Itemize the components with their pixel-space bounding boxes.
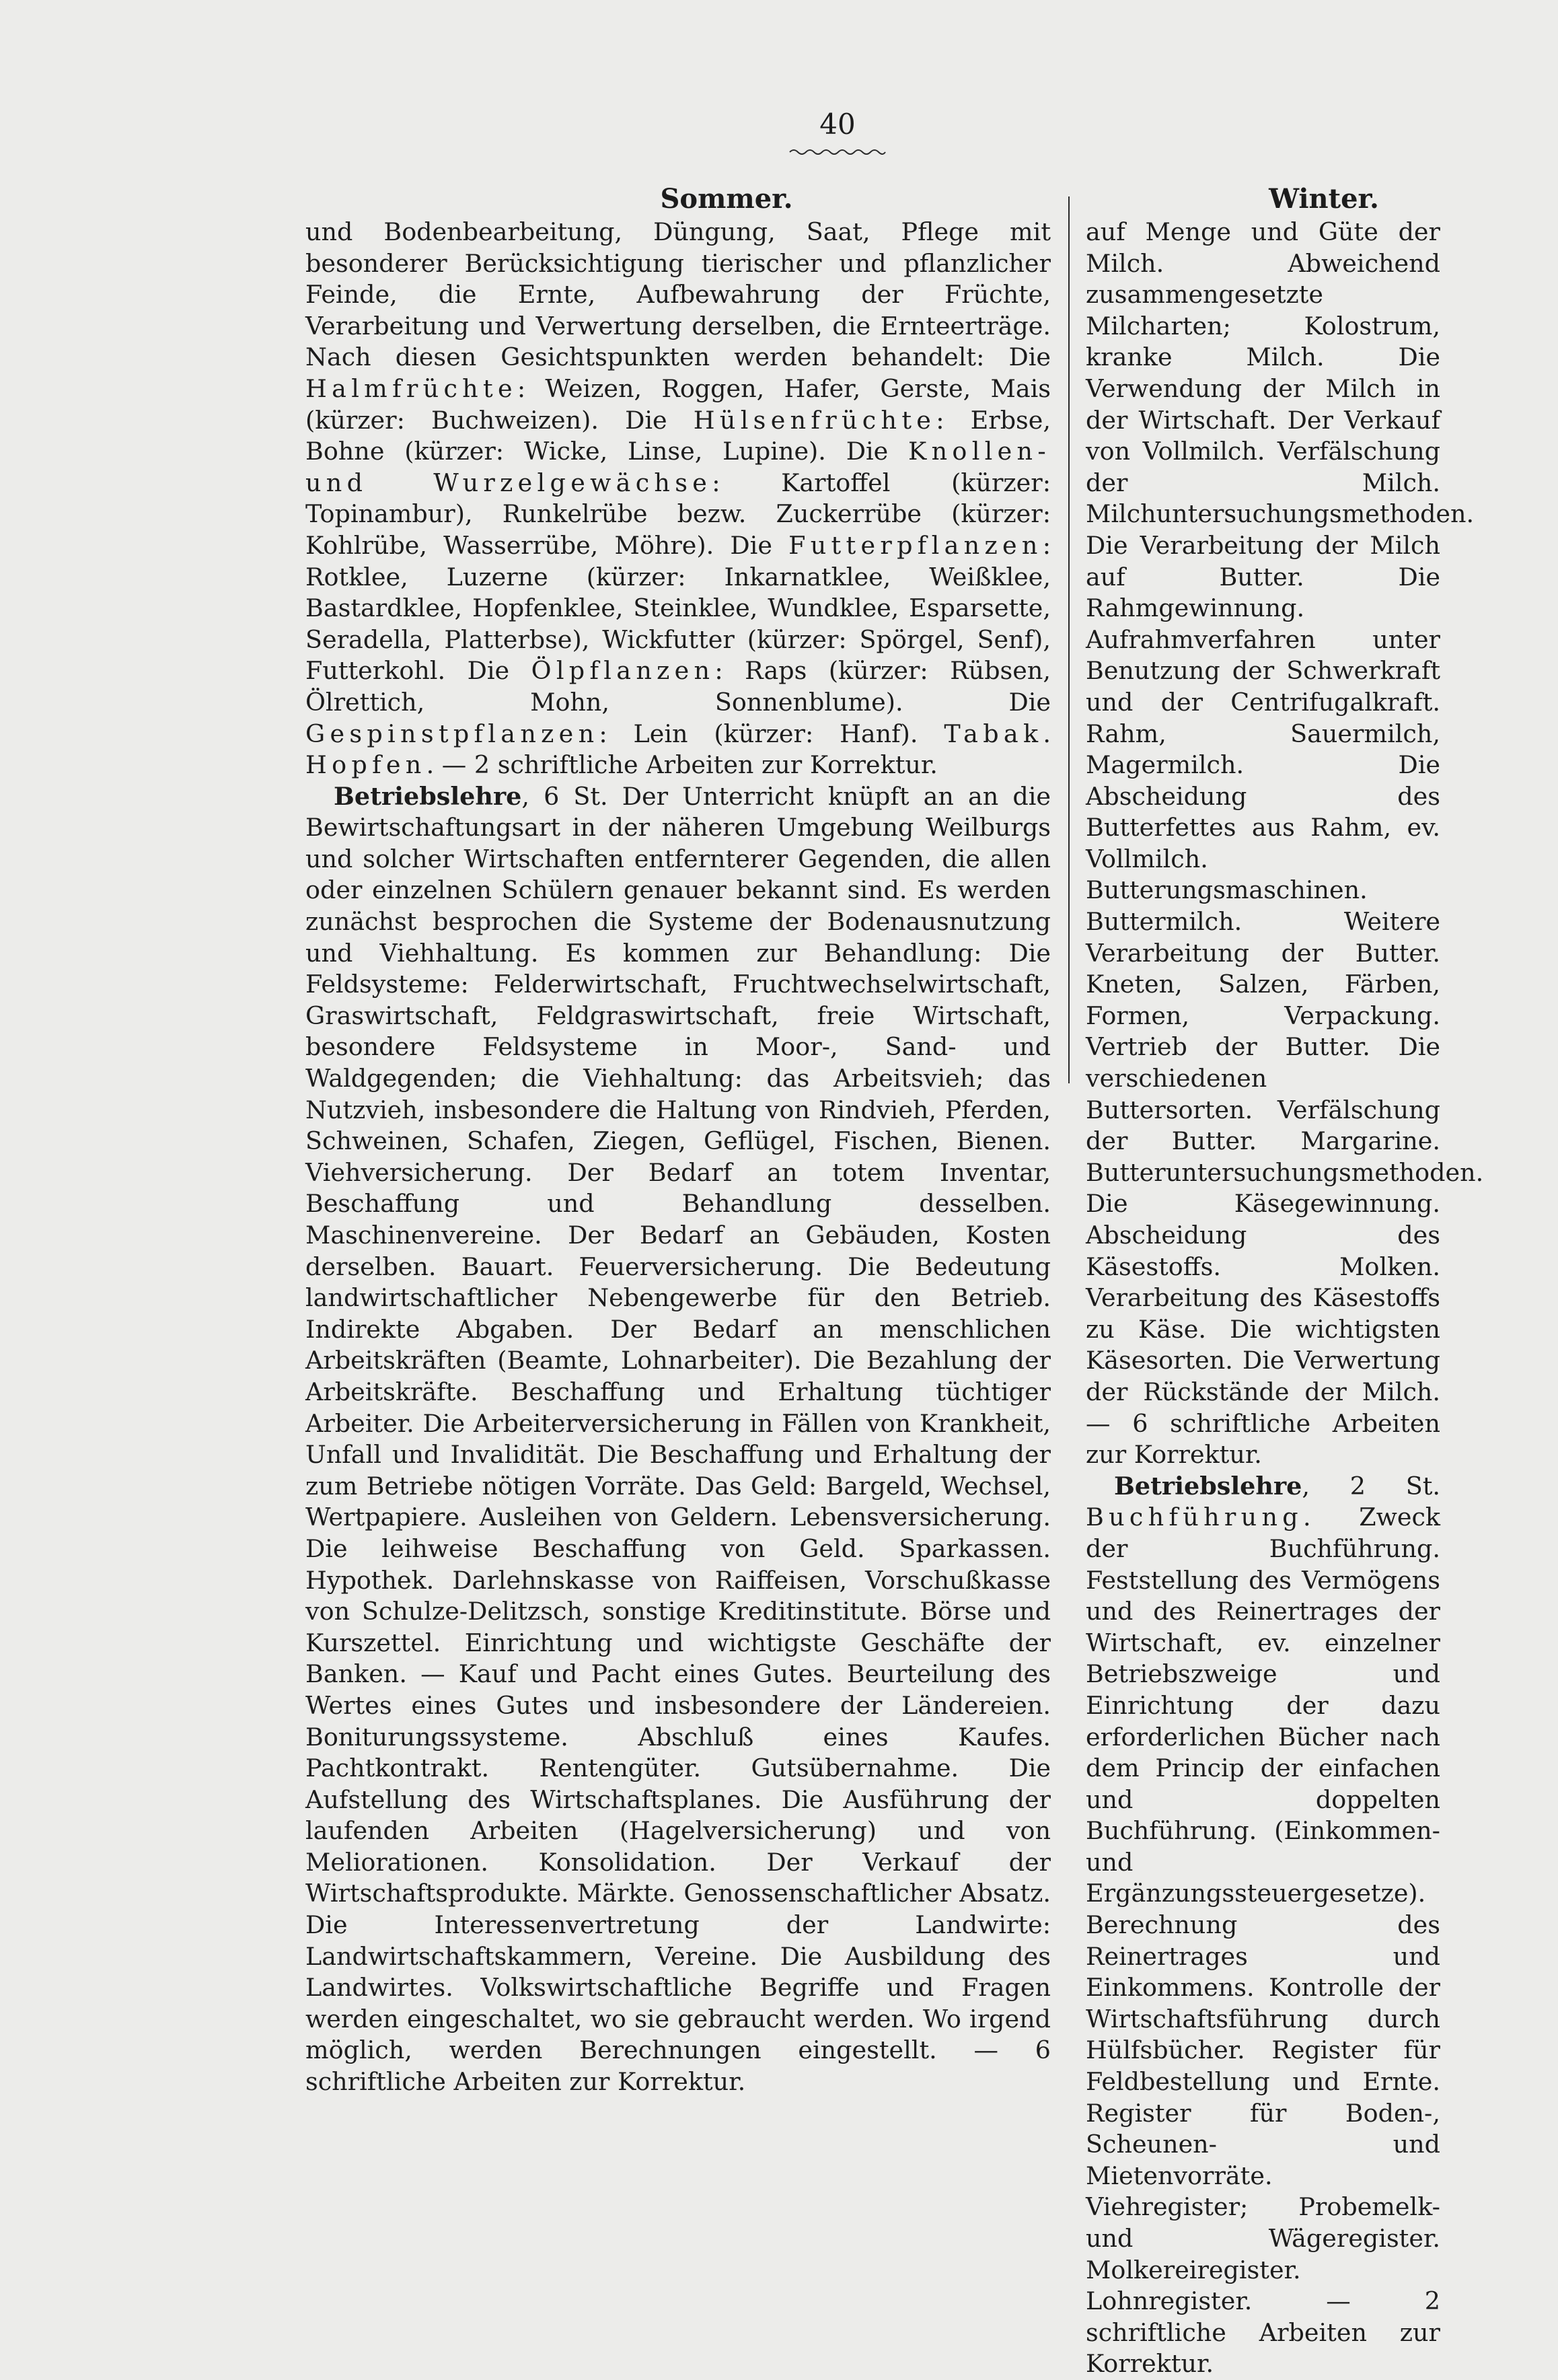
text-segment: auf Menge und Güte der Milch. Abweichend zusammengesetzte Milcharten; Kolostrum, kranke Milch. Die Verwendung der Milch in der Wirtschaft. Der Verkauf von Vollmilch. Verfälschung der Milch. Milchuntersuchungsmethoden. Die Verarbeitung der Milch auf Butter. Die Rahmgewinnung. Aufrahmverfahren unter Benutzung der Schwerkraft und der Centrifugalkraft. Rahm, Sauermilch, Magermilch. Die Abscheidung des Butterfettes aus Rahm, ev. Vollmilch. Butterungsmaschinen. Buttermilch. Weitere Verarbeitung der Butter. Kneten, Salzen, Färben, Formen, Verpackung. Vertrieb der Butter. Die verschiedenen Buttersorten. Verfälschung der Butter. Margarine. Butteruntersuchungsmethoden. Die Käsegewinnung. Abscheidung des Käsestoffs. Molken. Verarbeitung des Käsestoffs zu Käse. Die wichtigsten Käsesorten. Die Verwertung der Rückstände der Milch. — 6 schriftliche Arbeiten zur Korrektur. — [1086, 217, 1484, 1470]
paragraph — [1086, 1471, 1440, 2380]
text-segment: : Lein (kürzer: Hanf). — [599, 719, 944, 748]
column-heading-sommer: Sommer. — [660, 183, 793, 215]
spaced-term: Knollen- und Wurzelgewächse — [305, 437, 1051, 497]
text-segment: : Rotklee, Luzerne (kürzer: Inkarnatklee, Weißklee, Bastardklee, Hopfenklee, Steinklee, Wundklee, Esparsette, Seradella, Platterbse), Wickfutter (kürzer: Spörgel, Senf), Futterkohl. Die — [305, 530, 1051, 686]
ornamental-rule — [788, 147, 887, 157]
spaced-term: Halmfrüchte — [305, 373, 517, 403]
text-segment: und Bodenbearbeitung, Düngung, Saat, Pflege mit besonderer Berücksichtigung tierischer und pflanzlicher Feinde, die Ernte, Aufbewahrung der Früchte, Verarbeitung und Verwertung derselben, die Ernteerträge. Nach diesen Gesichtspunkten werden behandelt: Die — [305, 217, 1051, 372]
text-segment: . Zweck der Buchführung. Feststellung des Vermögens und des Reinertrages der Wirtschaft, ev. einzelner Betriebszweige und Einrichtung der dazu erforderlichen Bücher nach dem Princip der einfachen und doppelten Buchführung. (Einkommen- und Ergänzungssteuergesetze). Berechnung des Reinertrages und Einkommens. Kontrolle der Wirtschaftsführung durch Hülfsbücher. Register für Feldbestellung und Ernte. Register für Boden-, Scheunen- und Mietenvorräte. Viehregister; Probemelk- und Wägeregister. Molkereiregister. Lohnregister. — 2 schriftliche Arbeiten zur Korrektur. — [1086, 1503, 1440, 2379]
spaced-term: Hülsenfrüchte — [693, 405, 936, 435]
column-heading-winter: Winter. — [1269, 183, 1379, 215]
text-segment: : Erbse, Bohne (kürzer: Wicke, Linse, Lupine). Die — [305, 405, 1051, 466]
text-segment: : Kartoffel (kürzer: Topinambur), Runkelrübe bezw. Zuckerrübe (kürzer: Kohlrübe, Wasserrübe, Möhre). Die — [305, 468, 1051, 560]
spaced-term: Ölpflanzen — [531, 656, 715, 686]
page-number: 40 — [819, 108, 856, 141]
paragraph — [305, 217, 1051, 781]
text-segment: : Weizen, Roggen, Hafer, Gerste, Mais (kürzer: Buchweizen). Die — [305, 373, 1051, 435]
paragraph — [305, 781, 1051, 2098]
spaced-term: Gespinstpflanzen — [305, 719, 599, 748]
spaced-term: Hopfen — [305, 750, 426, 780]
section-lead: Betriebslehre — [334, 781, 522, 811]
text-segment: : Raps (kürzer: Rübsen, Ölrettich, Mohn, Sonnenblume). Die — [305, 656, 1051, 717]
spaced-term: Buchführung — [1086, 1503, 1303, 1532]
text-segment: , 6 St. Der Unterricht knüpft an an die Bewirtschaftungsart in der näheren Umgebung Weilburgs und solcher Wirtschaften entfernterer Gegenden, die allen oder einzelnen Schülern genauer bekannt sind. Es werden zunächst besprochen die Systeme der Bodenausnutzung und Viehhaltung. Es kommen zur Behandlung: Die Feldsysteme: Felderwirtschaft, Fruchtwechselwirtschaft, Graswirtschaft, Feldgraswirtschaft, freie Wirtschaft, besondere Feldsysteme in Moor-, Sand- und Waldgegenden; die Viehhaltung: das Arbeitsvieh; das Nutzvieh, insbesondere die Haltung von Rindvieh, Pferden, Schweinen, Schafen, Ziegen, Geflügel, Fischen, Bienen. Viehversicherung. Der Bedarf an totem Inventar, Beschaffung und Behandlung desselben. Maschinenvereine. Der Bedarf an Gebäuden, Kosten derselben. Bauart. Feuerversicherung. Die Bedeutung landwirtschaftlicher Nebengewerbe für den Betrieb. Indirekte Abgaben. Der Bedarf an menschlichen Arbeitskräften (Beamte, Lohnarbeiter). Die Bezahlung der Arbeitskräfte. Beschaffung und Erhaltung tüchtiger Arbeiter. Die Arbeiterversicherung in Fällen von Krankheit, Unfall und Invalidität. Die Beschaffung und Erhaltung der zum Betriebe nötigen Vorräte. Das Geld: Bargeld, Wechsel, Wertpapiere. Ausleihen von Geldern. Lebensversicherung. Die leihweise Beschaffung von Geld. Sparkassen. Hypothek. Darlehnskasse von Raiffeisen, Vorschußkasse von Schulze-Delitzsch, sonstige Kreditinstitute. Börse und Kurszettel. Einrichtung und wichtigste Geschäfte der Banken. — Kauf und Pacht eines Gutes. Beurteilung des Wertes eines Gutes und insbesondere der Ländereien. Boniturungssysteme. Abschluß eines Kaufes. Pachtkontrakt. Rentengüter. Gutsübernahme. Die Aufstellung des Wirtschaftsplanes. Die Ausführung der laufenden Arbeiten (Hagelversicherung) und von Meliorationen. Konsolidation. Der Verkauf der Wirtschaftsprodukte. Märkte. Genossenschaftlicher Absatz. Die Interessenvertretung der Landwirte: Landwirtschaftskammern, Vereine. Die Ausbildung des Landwirtes. Volkswirtschaftliche Begriffe und Fragen werden eingeschaltet, wo sie gebraucht werden. Wo irgend möglich, werden Berechnungen eingestellt. — 6 schriftliche Arbeiten zur Korrektur. — [305, 781, 1051, 2097]
paragraph — [1086, 217, 1484, 1471]
section-lead: Betriebslehre — [1114, 1471, 1302, 1501]
spaced-term: Tabak — [944, 719, 1043, 748]
column-sommer — [305, 217, 1051, 2098]
text-segment: . — [1043, 719, 1051, 748]
column-winter — [1086, 217, 1484, 2380]
text-segment: , 2 St. — [1302, 1471, 1440, 1501]
text-segment: . — 2 schriftliche Arbeiten zur Korrektur. — [426, 750, 938, 780]
column-divider — [1068, 196, 1070, 1083]
spaced-term: Futterpflanzen — [788, 530, 1043, 560]
